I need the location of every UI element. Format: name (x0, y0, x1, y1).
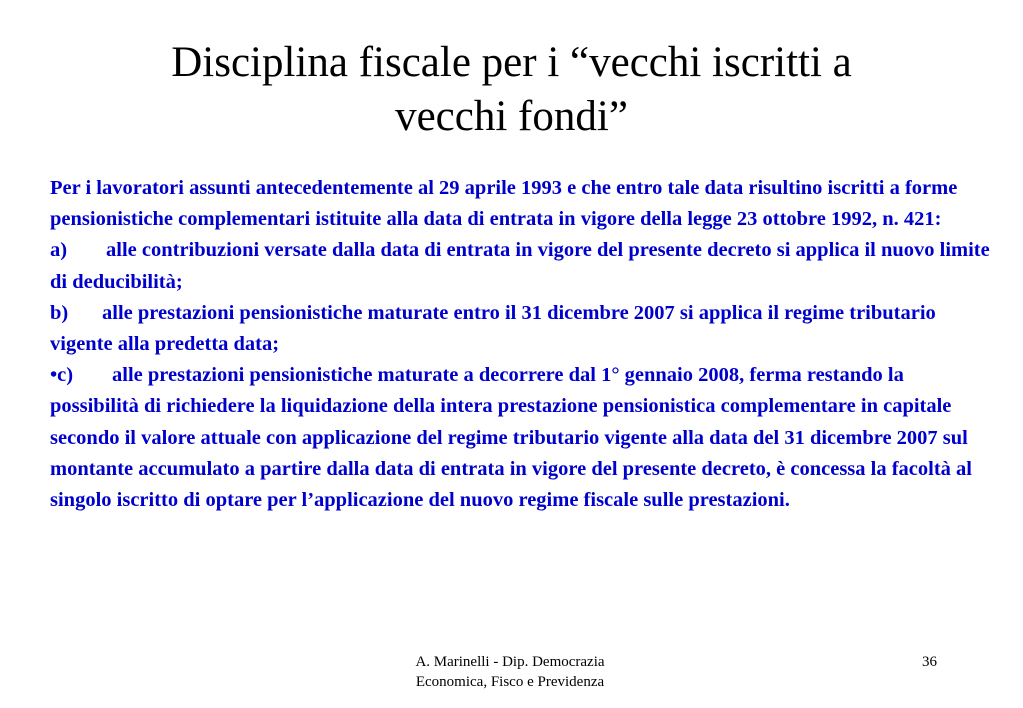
slide-title (60, 36, 963, 144)
list-item-b-label: b) (50, 301, 69, 324)
footer-author-line2: Economica, Fisco e Previdenza (415, 674, 605, 690)
page-number: 36 (922, 654, 937, 670)
list-item-b-text: alle prestazioni pensionistiche maturate entro il 31 dicembre 2007 si applica il regime tributario vigente alla predetta data; (50, 301, 936, 356)
slide-body (50, 173, 990, 516)
list-item-a-label: a) (50, 239, 68, 262)
list-item-c-text: alle prestazioni pensionistiche maturate a decorrere dal 1° gennaio 2008, ferma restando la possibilità di richiedere la liquidazione della intera prestazione pensionistica complementare in capitale secondo il valore attuale con applicazione del regime tributario vigente alla data del 31 dicembre 2007 sul montante accumulato a partire dalla data di entrata in vigore del presente decreto, è concessa la facoltà al singolo iscritto di optare per l’applicazione del nuovo regime fiscale sulle prestazioni. (50, 364, 972, 512)
slide-title-line2: vecchi fondi” (395, 93, 628, 140)
list-item-a (50, 235, 990, 297)
list-item-c (50, 360, 990, 516)
footer-author (380, 652, 640, 692)
list-item-a-text: alle contribuzioni versate dalla data di entrata in vigore del presente decreto si applica il nuovo limite di deducibilità; (50, 239, 990, 293)
list-item-c-label: •c) (50, 364, 74, 387)
slide-title-line1: Disciplina fiscale per i “vecchi iscritti a (171, 39, 852, 86)
list-item-b (50, 298, 990, 360)
intro-paragraph: Per i lavoratori assunti antecedentemente al 29 aprile 1993 e che entro tale data risultino iscritti a forme pensionistiche complementari istituite alla data di entrata in vigore della legge 23 ottobre 1992, n. 421: (50, 177, 958, 231)
footer-author-line1: A. Marinelli - Dip. Democrazia (415, 654, 605, 670)
